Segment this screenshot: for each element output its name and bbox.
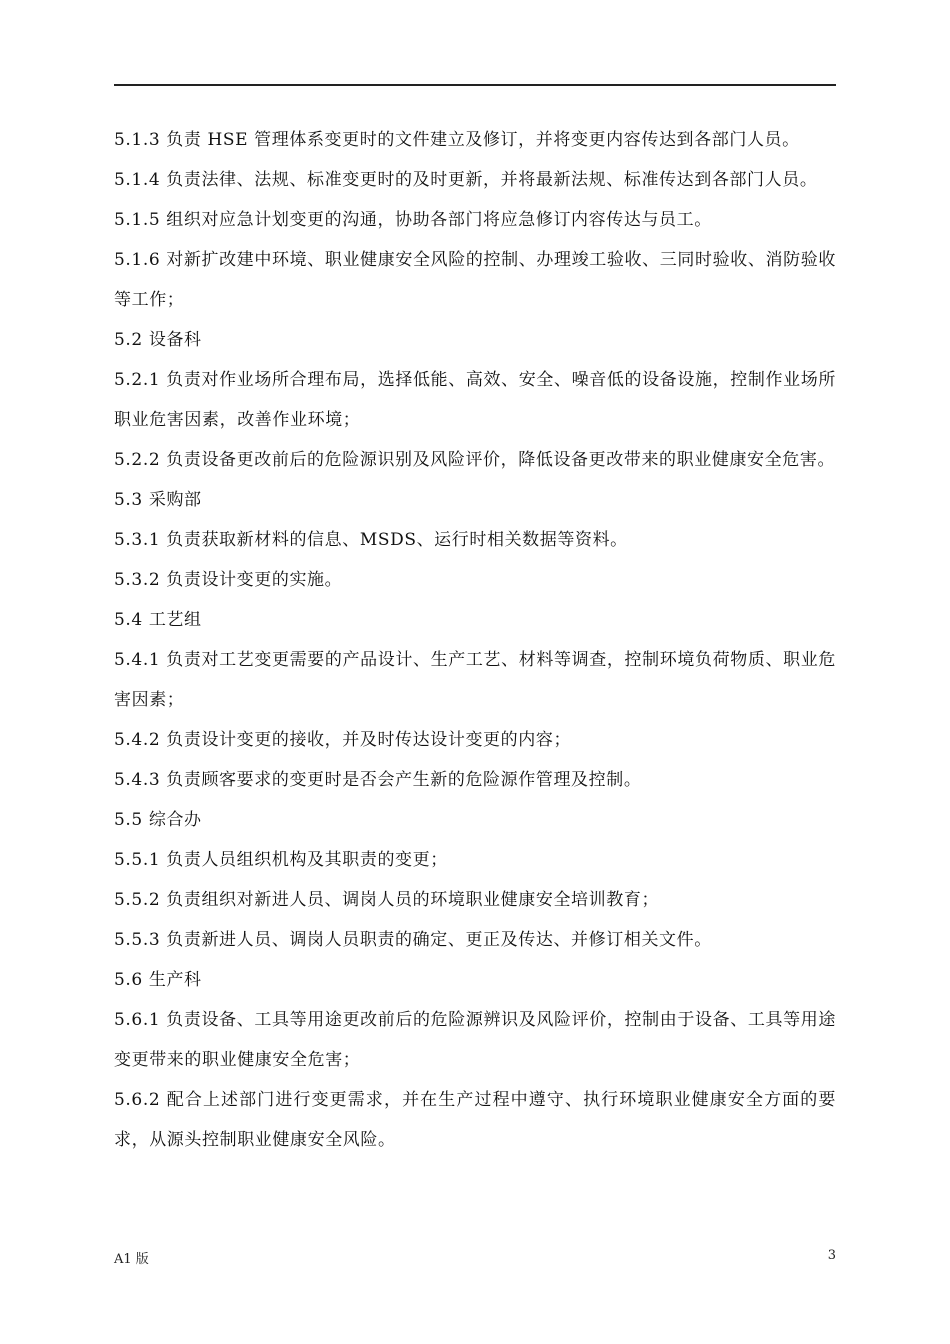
clause-5-3-2: 5.3.2 负责设计变更的实施。: [114, 570, 343, 590]
clause-5-2-1: 5.2.1 负责对作业场所合理布局，选择低能、高效、安全、噪音低的设备设施，控制作业场所职业危害因素，改善作业环境；: [114, 370, 836, 430]
clause-5-1-3: 5.1.3 负责 HSE 管理体系变更时的文件建立及修订，并将变更内容传达到各部门人员。: [114, 130, 800, 150]
clause-5-1-5: 5.1.5 组织对应急计划变更的沟通，协助各部门将应急修订内容传达与员工。: [114, 210, 712, 230]
clause-5-5-3: 5.5.3 负责新进人员、调岗人员职责的确定、更正及传达、并修订相关文件。: [114, 930, 712, 950]
clause-5-6-1: 5.6.1 负责设备、工具等用途更改前后的危险源辨识及风险评价，控制由于设备、工具等用途变更带来的职业健康安全危害；: [114, 1010, 836, 1070]
clause-5-4-1: 5.4.1 负责对工艺变更需要的产品设计、生产工艺、材料等调查，控制环境负荷物质、职业危害因素；: [114, 650, 836, 710]
clause-5-1-4: 5.1.4 负责法律、法规、标准变更时的及时更新，并将最新法规、标准传达到各部门人员。: [114, 170, 818, 190]
clause-5-3-1: 5.3.1 负责获取新材料的信息、MSDS、运行时相关数据等资料。: [114, 530, 628, 550]
footer-version: A1 版: [114, 1252, 149, 1267]
clause-5-4-2: 5.4.2 负责设计变更的接收，并及时传达设计变更的内容；: [114, 730, 572, 750]
section-5-4-heading: 5.4 工艺组: [114, 610, 202, 630]
header-rule: [114, 84, 836, 86]
clause-5-1-6: 5.1.6 对新扩改建中环境、职业健康安全风险的控制、办理竣工验收、三同时验收、消防验收等工作；: [114, 250, 836, 310]
clause-5-4-3: 5.4.3 负责顾客要求的变更时是否会产生新的危险源作管理及控制。: [114, 770, 642, 790]
section-5-2-heading: 5.2 设备科: [114, 330, 202, 350]
clause-5-5-1: 5.5.1 负责人员组织机构及其职责的变更；: [114, 850, 448, 870]
footer-page-number: 3: [827, 1248, 836, 1263]
document-body: [114, 120, 836, 1160]
clause-5-6-2: 5.6.2 配合上述部门进行变更需求，并在生产过程中遵守、执行环境职业健康安全方面的要求，从源头控制职业健康安全风险。: [114, 1090, 836, 1150]
section-5-6-heading: 5.6 生产科: [114, 970, 202, 990]
section-5-3-heading: 5.3 采购部: [114, 490, 202, 510]
clause-5-2-2: 5.2.2 负责设备更改前后的危险源识别及风险评价，降低设备更改带来的职业健康安全危害。: [114, 450, 836, 470]
section-5-5-heading: 5.5 综合办: [114, 810, 202, 830]
clause-5-5-2: 5.5.2 负责组织对新进人员、调岗人员的环境职业健康安全培训教育；: [114, 890, 660, 910]
